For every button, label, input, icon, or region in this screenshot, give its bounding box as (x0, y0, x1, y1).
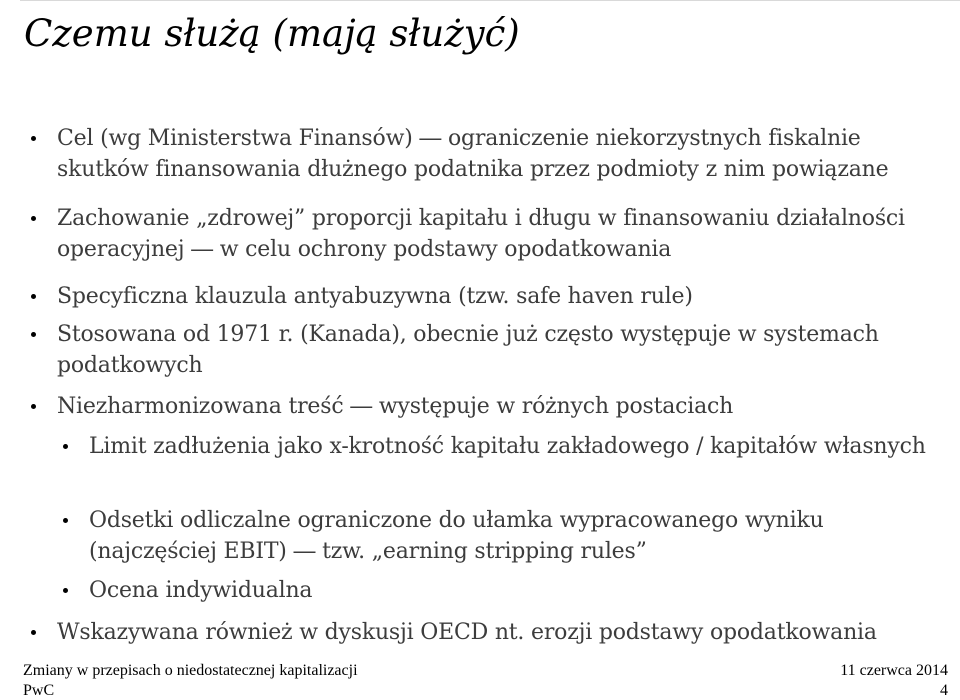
bullet-item (57, 203, 937, 265)
bullet-dot-icon (31, 294, 36, 299)
bullet-dot-icon (31, 136, 36, 141)
bullet-dot-icon (63, 518, 68, 523)
bullet-text: Cel (wg Ministerstwa Finansów) ― ograniczenie niekorzystnych fiskalnie skutków finansowania dłużnego podatnika przez podmioty z nim powiązane (57, 126, 889, 182)
bullet-text: Niezharmonizowana treść ― występuje w różnych postaciach (57, 394, 734, 419)
bullet-text: Limit zadłużenia jako x-krotność kapitału zakładowego / kapitałów własnych (89, 434, 926, 459)
bullet-dot-icon (31, 216, 36, 221)
bullet-text: Ocena indywidualna (89, 578, 313, 603)
bullet-text: Specyficzna klauzula antyabuzywna (tzw. safe haven rule) (57, 284, 693, 309)
bullet-item (57, 617, 937, 648)
sub-bullet-item (89, 575, 939, 606)
footer-brand: PwC (23, 682, 55, 699)
bullet-item (57, 319, 937, 381)
slide-title: Czemu służą (mają służyć) (24, 12, 520, 55)
bullet-item (57, 281, 937, 312)
bullet-dot-icon (31, 404, 36, 409)
sub-bullet-item (89, 505, 939, 567)
bullet-item (57, 391, 937, 422)
bullet-dot-icon (31, 332, 36, 337)
bullet-text: Odsetki odliczalne ograniczone do ułamka wypracowanego wyniku (najczęściej EBIT) ― tzw. „earning stripping rules” (89, 508, 824, 564)
page-number: 4 (940, 682, 948, 699)
sub-bullet-item (89, 431, 939, 462)
bullet-dot-icon (63, 588, 68, 593)
footer-date: 11 czerwca 2014 (840, 662, 948, 679)
bullet-dot-icon (63, 444, 68, 449)
bullet-text: Stosowana od 1971 r. (Kanada), obecnie już często występuje w systemach podatkowych (57, 322, 879, 378)
footer-subject: Zmiany w przepisach o niedostatecznej kapitalizacji (23, 662, 358, 679)
bullet-dot-icon (31, 630, 36, 635)
bullet-text: Zachowanie „zdrowej” proporcji kapitału i długu w finansowaniu działalności operacyjnej ― w celu ochrony podstawy opodatkowania (57, 206, 905, 262)
bullet-text: Wskazywana również w dyskusji OECD nt. erozji podstawy opodatkowania (57, 620, 877, 645)
bullet-item (57, 123, 937, 185)
